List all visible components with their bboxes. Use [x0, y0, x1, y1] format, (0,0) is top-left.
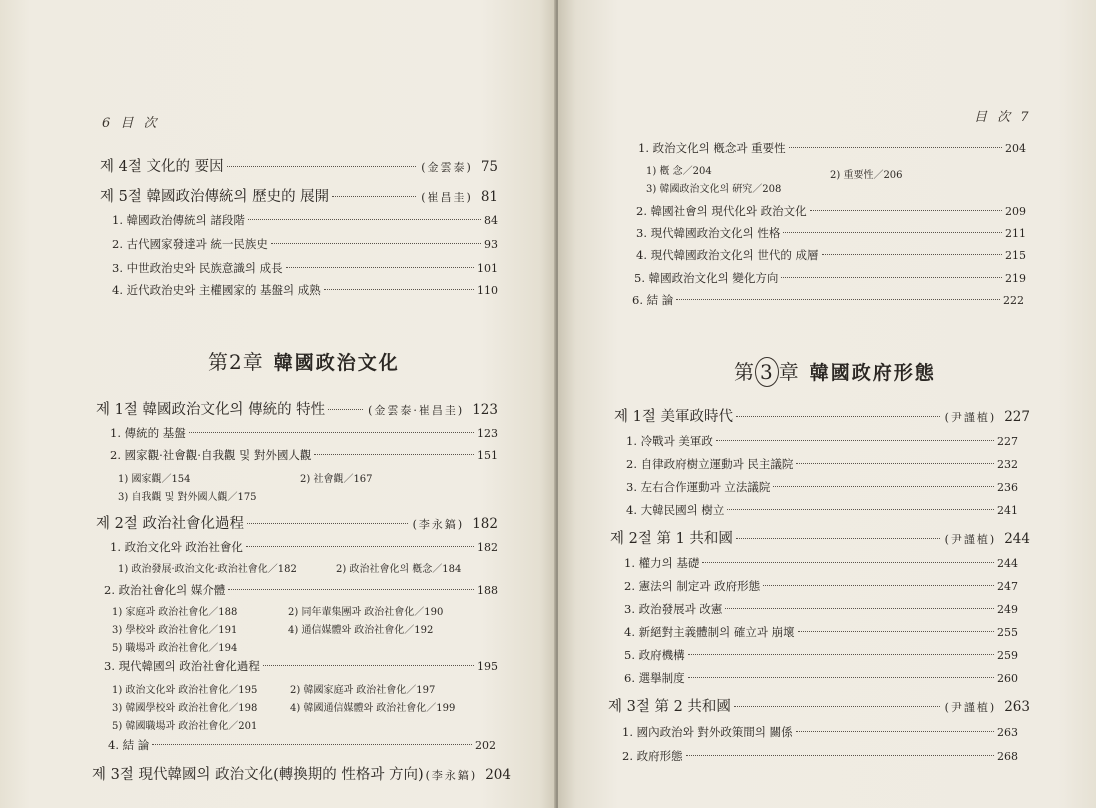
leader-dots [781, 277, 1002, 278]
toc-label: 6. 結 論 [632, 293, 674, 307]
toc-label: 1. 傳統的 基盤 [110, 426, 186, 440]
toc-label: 4. 近代政治史와 主權國家的 基盤의 成熟 [112, 283, 321, 297]
leader-dots [734, 706, 940, 707]
toc-subitem[interactable]: 2) 韓國家庭과 政治社會化／197 [290, 685, 436, 696]
toc-subitem[interactable]: 4) 通信媒體와 政治社會化／192 [288, 625, 434, 636]
toc-item[interactable] [112, 260, 498, 276]
toc-page: 215 [1005, 249, 1026, 262]
toc-item[interactable] [624, 601, 1018, 617]
toc-subitem[interactable]: 1) 家庭과 政治社會化／188 [112, 607, 238, 618]
chapter-2-heading [208, 346, 400, 375]
leader-dots [227, 166, 417, 167]
leader-dots [247, 523, 408, 524]
toc-author: (尹謹植) [944, 533, 997, 546]
toc-subitem[interactable]: 3) 學校와 政治社會化／191 [112, 625, 238, 636]
toc-label: 제 5절 韓國政治傳統의 歷史的 展開 [100, 189, 330, 205]
toc-author: (尹謹植) [944, 701, 997, 714]
leader-dots [783, 232, 1002, 233]
toc-subitem[interactable]: 2) 政治社會化의 槪念／184 [336, 564, 462, 575]
leader-dots [763, 585, 994, 586]
toc-label: 4. 大韓民國의 樹立 [626, 503, 725, 517]
toc-page: 123 [477, 427, 498, 440]
toc-page: 249 [997, 603, 1018, 616]
toc-label: 1. 權力의 基礎 [624, 556, 700, 570]
toc-item[interactable] [104, 582, 498, 598]
toc-page: 110 [477, 284, 498, 297]
leader-dots [702, 562, 994, 563]
toc-section[interactable] [96, 512, 498, 533]
toc-page: 182 [477, 541, 498, 554]
leader-dots [286, 267, 474, 268]
toc-page: 219 [1005, 272, 1026, 285]
toc-item[interactable] [634, 270, 1026, 286]
toc-subitem[interactable]: 2) 社會觀／167 [300, 474, 373, 485]
running-head-left: 6 目 次 [102, 116, 160, 131]
toc-label: 5. 韓國政治文化의 變化方向 [634, 271, 779, 285]
toc-page: 227 [997, 435, 1018, 448]
toc-item[interactable] [112, 236, 498, 252]
toc-page: 123 [472, 402, 498, 418]
toc-subitem[interactable]: 5) 韓國職場과 政治社會化／201 [112, 721, 258, 732]
toc-subitem[interactable]: 1) 國家觀／154 [118, 474, 191, 485]
toc-subitem[interactable]: 1) 政治發展·政治文化·政治社會化／182 [118, 564, 297, 575]
toc-page: 101 [477, 262, 498, 275]
leader-dots [271, 243, 481, 244]
toc-label: 2. 政府形態 [622, 749, 683, 763]
toc-page: 195 [477, 660, 498, 673]
toc-label: 제 1절 韓國政治文化의 傳統的 特性 [96, 402, 326, 418]
toc-subitem[interactable]: 1) 政治文化와 政治社會化／195 [112, 685, 258, 696]
toc-item[interactable] [624, 555, 1018, 571]
leader-dots [676, 299, 1000, 300]
toc-label: 1. 政治文化의 槪念과 重要性 [638, 141, 786, 155]
toc-page: 211 [1005, 227, 1026, 240]
leader-dots [328, 409, 363, 410]
leader-dots [773, 486, 994, 487]
toc-subitem[interactable]: 2) 同年輩集團과 政治社會化／190 [288, 607, 444, 618]
toc-section[interactable] [92, 763, 511, 784]
chapter-number-suffix: 章 [778, 360, 800, 384]
toc-page: 81 [480, 189, 498, 205]
toc-author: (李永鎬) [425, 769, 478, 782]
toc-label: 3. 左右合作運動과 立法議院 [626, 480, 771, 494]
toc-item[interactable] [624, 578, 1018, 594]
toc-page: 182 [472, 516, 498, 532]
toc-page: 241 [997, 504, 1018, 517]
toc-page: 232 [997, 458, 1018, 471]
toc-author: (金雲泰·崔昌圭) [368, 404, 465, 417]
leader-dots [796, 731, 994, 732]
leader-dots [688, 654, 994, 655]
toc-label: 6. 選擧制度 [624, 671, 685, 685]
chapter-title: 韓國政治文化 [273, 352, 400, 374]
leader-dots [688, 677, 994, 678]
toc-author: (李永鎬) [412, 518, 465, 531]
toc-subitem[interactable]: 3) 自我觀 및 對外國人觀／175 [118, 492, 257, 503]
toc-item[interactable] [624, 670, 1018, 686]
toc-subitem[interactable]: 3) 韓國政治文化의 硏究／208 [646, 184, 782, 195]
toc-item[interactable] [626, 479, 1018, 495]
toc-label: 3. 現代韓國政治文化의 性格 [636, 226, 781, 240]
toc-section-4[interactable] [100, 155, 498, 176]
chapter-number: 第2章 [208, 350, 264, 374]
toc-label: 5. 政府機構 [624, 648, 685, 662]
toc-page: 75 [480, 159, 498, 175]
leader-dots [686, 755, 994, 756]
leader-dots [248, 219, 481, 220]
leader-dots [736, 538, 940, 539]
toc-page: 263 [997, 726, 1018, 739]
leader-dots [796, 463, 994, 464]
toc-label: 2. 韓國社會의 現代化와 政治文化 [636, 204, 807, 218]
toc-author: (崔昌圭) [421, 191, 473, 204]
toc-section[interactable] [96, 398, 498, 419]
leader-dots [716, 440, 994, 441]
toc-page: 202 [475, 739, 496, 752]
leader-dots [152, 744, 472, 745]
leader-dots [798, 631, 994, 632]
toc-label: 4. 現代韓國政治文化의 世代的 成層 [636, 248, 819, 262]
toc-page: 188 [477, 584, 498, 597]
leader-dots [263, 665, 474, 666]
toc-label: 1. 政治文化와 政治社會化 [110, 540, 243, 554]
toc-page: 204 [485, 767, 511, 783]
toc-page: 255 [997, 626, 1018, 639]
toc-subitem[interactable]: 1) 槪 念／204 [646, 166, 712, 177]
toc-label: 1. 國內政治와 對外政策間의 關係 [622, 725, 793, 739]
toc-label: 2. 國家觀·社會觀·自我觀 및 對外國人觀 [110, 448, 312, 462]
toc-item[interactable] [104, 658, 498, 674]
toc-item[interactable] [636, 203, 1026, 219]
toc-page: 204 [1005, 142, 1026, 155]
leader-dots [810, 210, 1002, 211]
leader-dots [725, 608, 994, 609]
toc-item[interactable] [626, 502, 1018, 518]
toc-label: 제 1절 美軍政時代 [614, 409, 733, 425]
toc-author: (金雲泰) [421, 161, 473, 174]
toc-label: 제 2절 政治社會化過程 [96, 516, 244, 532]
toc-page: 263 [1004, 699, 1030, 715]
toc-label: 3. 政治發展과 改憲 [624, 602, 723, 616]
toc-page: 260 [997, 672, 1018, 685]
toc-item[interactable] [110, 425, 498, 441]
toc-page: 209 [1005, 205, 1026, 218]
chapter-number-circled: 3 [755, 357, 779, 387]
toc-label: 2. 自律政府樹立運動과 民主議院 [626, 457, 794, 471]
toc-item[interactable] [108, 737, 496, 753]
leader-dots [228, 589, 474, 590]
toc-label: 1. 冷戰과 美軍政 [626, 434, 713, 448]
toc-label: 제 2절 第 1 共和國 [610, 531, 733, 547]
toc-item[interactable] [622, 724, 1018, 740]
running-head-right: 目 次 7 [974, 110, 1032, 125]
chapter-title: 韓國政府形態 [809, 362, 936, 384]
toc-page: 244 [997, 557, 1018, 570]
toc-section-5[interactable] [100, 185, 498, 206]
leader-dots [727, 509, 994, 510]
toc-label: 2. 政治社會化의 媒介體 [104, 583, 226, 597]
toc-label: 2. 憲法의 制定과 政府形態 [624, 579, 761, 593]
toc-item[interactable] [626, 433, 1018, 449]
toc-item[interactable] [624, 647, 1018, 663]
toc-item[interactable] [622, 748, 1018, 764]
leader-dots [332, 196, 416, 197]
chapter-3-heading [734, 356, 936, 387]
toc-item[interactable] [638, 140, 1026, 156]
leader-dots [189, 432, 474, 433]
toc-label: 2. 古代國家發達과 統一民族史 [112, 237, 268, 251]
toc-subitem[interactable]: 4) 韓國通信媒體와 政治社會化／199 [290, 703, 456, 714]
toc-page: 222 [1003, 294, 1024, 307]
toc-section[interactable] [610, 527, 1030, 548]
toc-item[interactable] [112, 282, 498, 298]
toc-page: 236 [997, 481, 1018, 494]
toc-page: 93 [484, 238, 498, 251]
toc-page: 151 [477, 449, 498, 462]
toc-item[interactable] [110, 539, 498, 555]
toc-page: 259 [997, 649, 1018, 662]
leader-dots [822, 254, 1002, 255]
toc-author: (尹謹植) [944, 411, 997, 424]
toc-section[interactable] [614, 405, 1030, 426]
toc-label: 4. 新絕對主義體制의 確立과 崩壞 [624, 625, 795, 639]
leader-dots [246, 546, 474, 547]
toc-label: 제 3절 現代韓國의 政治文化(轉換期的 性格과 方向) [92, 767, 424, 783]
leader-dots [789, 147, 1002, 148]
right-page [558, 0, 1096, 808]
toc-section[interactable] [608, 695, 1030, 716]
leader-dots [314, 454, 474, 455]
toc-label: 4. 結 論 [108, 738, 150, 752]
leader-dots [324, 289, 474, 290]
toc-item[interactable] [636, 247, 1026, 263]
toc-subitem[interactable]: 5) 職場과 政治社會化／194 [112, 643, 238, 654]
toc-label: 3. 現代韓國의 政治社會化過程 [104, 659, 260, 673]
toc-label: 제 4절 文化的 要因 [100, 159, 224, 175]
toc-page: 244 [1004, 531, 1030, 547]
toc-page: 227 [1004, 409, 1030, 425]
toc-page: 84 [484, 214, 498, 227]
toc-subitem[interactable]: 2) 重要性／206 [830, 170, 903, 181]
toc-page: 268 [997, 750, 1018, 763]
leader-dots [736, 416, 940, 417]
toc-label: 제 3절 第 2 共和國 [608, 699, 731, 715]
toc-item[interactable] [624, 624, 1018, 640]
toc-item[interactable] [112, 212, 498, 228]
toc-item[interactable] [626, 456, 1018, 472]
toc-item[interactable] [636, 225, 1026, 241]
toc-subitem[interactable]: 3) 韓國學校와 政治社會化／198 [112, 703, 258, 714]
toc-item[interactable] [110, 447, 498, 463]
chapter-number-prefix: 第 [734, 360, 755, 384]
toc-label: 3. 中世政治史와 民族意識의 成長 [112, 261, 283, 275]
toc-page: 247 [997, 580, 1018, 593]
toc-item[interactable] [632, 292, 1024, 308]
toc-label: 1. 韓國政治傳統의 諸段階 [112, 213, 245, 227]
